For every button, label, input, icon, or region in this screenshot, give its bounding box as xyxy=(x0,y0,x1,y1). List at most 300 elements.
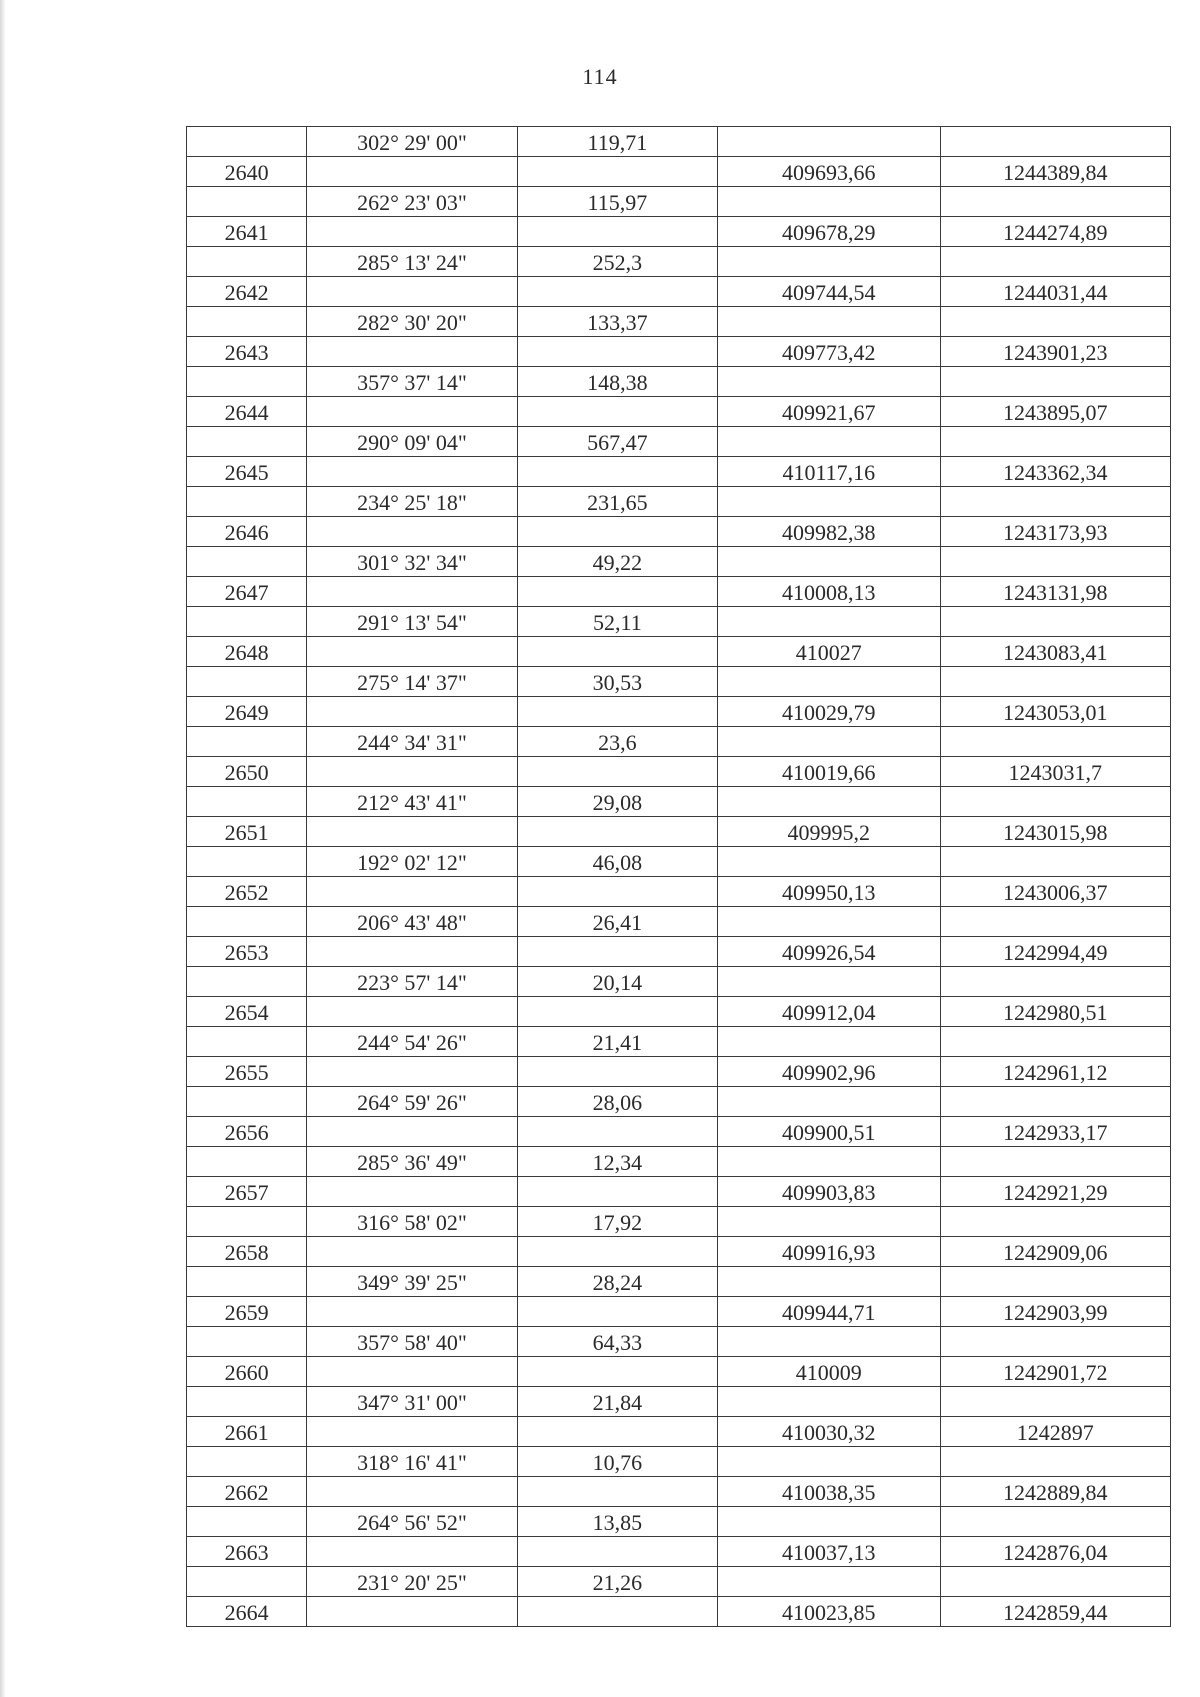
bearing-cell: 302° 29' 00" xyxy=(307,127,517,157)
point-number-cell xyxy=(187,907,307,937)
y-coordinate-cell xyxy=(940,1147,1171,1177)
y-coordinate-cell xyxy=(940,1387,1171,1417)
bearing-cell: 349° 39' 25" xyxy=(307,1267,517,1297)
x-coordinate-cell xyxy=(718,787,940,817)
distance-cell xyxy=(517,1597,717,1627)
y-coordinate-cell: 1242961,12 xyxy=(940,1057,1171,1087)
y-coordinate-cell xyxy=(940,727,1171,757)
x-coordinate-cell xyxy=(718,547,940,577)
distance-cell: 119,71 xyxy=(517,127,717,157)
segment-row xyxy=(187,127,1171,157)
point-number-cell: 2663 xyxy=(187,1537,307,1567)
y-coordinate-cell xyxy=(940,367,1171,397)
point-number-cell xyxy=(187,1207,307,1237)
point-number-cell: 2651 xyxy=(187,817,307,847)
point-row xyxy=(187,1297,1171,1327)
bearing-cell: 262° 23' 03" xyxy=(307,187,517,217)
y-coordinate-cell xyxy=(940,127,1171,157)
x-coordinate-cell xyxy=(718,307,940,337)
segment-row xyxy=(187,1027,1171,1057)
y-coordinate-cell: 1242921,29 xyxy=(940,1177,1171,1207)
distance-cell: 49,22 xyxy=(517,547,717,577)
bearing-cell: 357° 58' 40" xyxy=(307,1327,517,1357)
point-number-cell: 2658 xyxy=(187,1237,307,1267)
y-coordinate-cell xyxy=(940,307,1171,337)
y-coordinate-cell xyxy=(940,847,1171,877)
bearing-cell: 291° 13' 54" xyxy=(307,607,517,637)
point-number-cell xyxy=(187,847,307,877)
segment-row xyxy=(187,907,1171,937)
bearing-cell xyxy=(307,157,517,187)
distance-cell xyxy=(517,817,717,847)
x-coordinate-cell xyxy=(718,247,940,277)
point-number-cell xyxy=(187,547,307,577)
x-coordinate-cell xyxy=(718,427,940,457)
distance-cell: 28,06 xyxy=(517,1087,717,1117)
distance-cell: 30,53 xyxy=(517,667,717,697)
distance-cell xyxy=(517,397,717,427)
distance-cell xyxy=(517,217,717,247)
x-coordinate-cell: 409773,42 xyxy=(718,337,940,367)
bearing-cell: 244° 34' 31" xyxy=(307,727,517,757)
x-coordinate-cell xyxy=(718,1567,940,1597)
point-number-cell: 2648 xyxy=(187,637,307,667)
point-row xyxy=(187,337,1171,367)
distance-cell: 252,3 xyxy=(517,247,717,277)
distance-cell: 23,6 xyxy=(517,727,717,757)
y-coordinate-cell: 1242933,17 xyxy=(940,1117,1171,1147)
point-number-cell: 2652 xyxy=(187,877,307,907)
segment-row xyxy=(187,427,1171,457)
x-coordinate-cell: 410019,66 xyxy=(718,757,940,787)
point-row xyxy=(187,577,1171,607)
y-coordinate-cell: 1243362,34 xyxy=(940,457,1171,487)
x-coordinate-cell xyxy=(718,1507,940,1537)
distance-cell xyxy=(517,577,717,607)
y-coordinate-cell xyxy=(940,907,1171,937)
bearing-cell: 282° 30' 20" xyxy=(307,307,517,337)
distance-cell: 26,41 xyxy=(517,907,717,937)
point-number-cell xyxy=(187,127,307,157)
bearing-cell: 234° 25' 18" xyxy=(307,487,517,517)
bearing-cell xyxy=(307,1237,517,1267)
point-number-cell xyxy=(187,1507,307,1537)
bearing-cell: 285° 36' 49" xyxy=(307,1147,517,1177)
distance-cell: 567,47 xyxy=(517,427,717,457)
distance-cell xyxy=(517,457,717,487)
point-number-cell: 2655 xyxy=(187,1057,307,1087)
x-coordinate-cell xyxy=(718,1447,940,1477)
x-coordinate-cell xyxy=(718,367,940,397)
y-coordinate-cell xyxy=(940,1087,1171,1117)
y-coordinate-cell: 1242901,72 xyxy=(940,1357,1171,1387)
page-number: 114 xyxy=(582,64,618,89)
point-row xyxy=(187,757,1171,787)
distance-cell: 21,26 xyxy=(517,1567,717,1597)
point-number-cell: 2664 xyxy=(187,1597,307,1627)
distance-cell: 46,08 xyxy=(517,847,717,877)
x-coordinate-cell: 410037,13 xyxy=(718,1537,940,1567)
point-number-cell xyxy=(187,727,307,757)
distance-cell: 64,33 xyxy=(517,1327,717,1357)
point-number-cell: 2662 xyxy=(187,1477,307,1507)
segment-row xyxy=(187,847,1171,877)
bearing-cell: 206° 43' 48" xyxy=(307,907,517,937)
point-number-cell xyxy=(187,967,307,997)
point-number-cell: 2640 xyxy=(187,157,307,187)
distance-cell xyxy=(517,1237,717,1267)
y-coordinate-cell: 1244031,44 xyxy=(940,277,1171,307)
bearing-cell: 316° 58' 02" xyxy=(307,1207,517,1237)
x-coordinate-cell xyxy=(718,967,940,997)
y-coordinate-cell xyxy=(940,1267,1171,1297)
x-coordinate-cell xyxy=(718,1327,940,1357)
distance-cell xyxy=(517,1357,717,1387)
point-number-cell: 2645 xyxy=(187,457,307,487)
x-coordinate-cell: 410027 xyxy=(718,637,940,667)
bearing-cell xyxy=(307,277,517,307)
bearing-cell: 264° 59' 26" xyxy=(307,1087,517,1117)
x-coordinate-cell xyxy=(718,727,940,757)
y-coordinate-cell xyxy=(940,607,1171,637)
y-coordinate-cell: 1243131,98 xyxy=(940,577,1171,607)
y-coordinate-cell xyxy=(940,1327,1171,1357)
distance-cell: 29,08 xyxy=(517,787,717,817)
y-coordinate-cell xyxy=(940,967,1171,997)
x-coordinate-cell: 410009 xyxy=(718,1357,940,1387)
point-number-cell xyxy=(187,667,307,697)
y-coordinate-cell: 1243031,7 xyxy=(940,757,1171,787)
point-number-cell xyxy=(187,307,307,337)
x-coordinate-cell: 409926,54 xyxy=(718,937,940,967)
bearing-cell xyxy=(307,1117,517,1147)
point-number-cell: 2657 xyxy=(187,1177,307,1207)
point-number-cell: 2646 xyxy=(187,517,307,547)
segment-row xyxy=(187,727,1171,757)
x-coordinate-cell: 409916,93 xyxy=(718,1237,940,1267)
segment-row xyxy=(187,607,1171,637)
x-coordinate-cell xyxy=(718,187,940,217)
x-coordinate-cell: 409912,04 xyxy=(718,997,940,1027)
segment-row xyxy=(187,1267,1171,1297)
x-coordinate-cell: 410023,85 xyxy=(718,1597,940,1627)
point-number-cell: 2641 xyxy=(187,217,307,247)
distance-cell: 52,11 xyxy=(517,607,717,637)
x-coordinate-cell xyxy=(718,487,940,517)
point-number-cell xyxy=(187,187,307,217)
distance-cell xyxy=(517,1537,717,1567)
point-row xyxy=(187,637,1171,667)
x-coordinate-cell: 410008,13 xyxy=(718,577,940,607)
y-coordinate-cell: 1243083,41 xyxy=(940,637,1171,667)
point-number-cell xyxy=(187,1327,307,1357)
y-coordinate-cell: 1242859,44 xyxy=(940,1597,1171,1627)
y-coordinate-cell: 1243895,07 xyxy=(940,397,1171,427)
x-coordinate-cell: 409921,67 xyxy=(718,397,940,427)
y-coordinate-cell xyxy=(940,547,1171,577)
y-coordinate-cell: 1243015,98 xyxy=(940,817,1171,847)
distance-cell xyxy=(517,157,717,187)
y-coordinate-cell xyxy=(940,1027,1171,1057)
distance-cell xyxy=(517,1297,717,1327)
segment-row xyxy=(187,367,1171,397)
segment-row xyxy=(187,1087,1171,1117)
distance-cell: 12,34 xyxy=(517,1147,717,1177)
bearing-cell: 231° 20' 25" xyxy=(307,1567,517,1597)
point-row xyxy=(187,517,1171,547)
point-row xyxy=(187,217,1171,247)
x-coordinate-cell xyxy=(718,1087,940,1117)
distance-cell: 148,38 xyxy=(517,367,717,397)
point-number-cell xyxy=(187,1027,307,1057)
distance-cell xyxy=(517,637,717,667)
bearing-cell: 244° 54' 26" xyxy=(307,1027,517,1057)
y-coordinate-cell: 1242909,06 xyxy=(940,1237,1171,1267)
bearing-cell xyxy=(307,817,517,847)
point-number-cell: 2644 xyxy=(187,397,307,427)
segment-row xyxy=(187,487,1171,517)
bearing-cell xyxy=(307,937,517,967)
distance-cell: 20,14 xyxy=(517,967,717,997)
point-number-cell: 2643 xyxy=(187,337,307,367)
distance-cell xyxy=(517,1057,717,1087)
x-coordinate-cell xyxy=(718,127,940,157)
bearing-cell xyxy=(307,1417,517,1447)
point-row xyxy=(187,1537,1171,1567)
y-coordinate-cell: 1242903,99 xyxy=(940,1297,1171,1327)
point-row xyxy=(187,157,1171,187)
point-row xyxy=(187,697,1171,727)
y-coordinate-cell: 1243173,93 xyxy=(940,517,1171,547)
bearing-cell: 223° 57' 14" xyxy=(307,967,517,997)
point-number-cell: 2654 xyxy=(187,997,307,1027)
bearing-cell xyxy=(307,1057,517,1087)
distance-cell: 115,97 xyxy=(517,187,717,217)
x-coordinate-cell: 410038,35 xyxy=(718,1477,940,1507)
bearing-cell xyxy=(307,877,517,907)
bearing-cell xyxy=(307,337,517,367)
point-number-cell: 2660 xyxy=(187,1357,307,1387)
segment-row xyxy=(187,1147,1171,1177)
bearing-cell xyxy=(307,457,517,487)
x-coordinate-cell xyxy=(718,847,940,877)
point-row xyxy=(187,817,1171,847)
point-number-cell xyxy=(187,487,307,517)
point-row xyxy=(187,877,1171,907)
point-number-cell xyxy=(187,1147,307,1177)
segment-row xyxy=(187,307,1171,337)
y-coordinate-cell: 1242889,84 xyxy=(940,1477,1171,1507)
point-row xyxy=(187,997,1171,1027)
bearing-cell xyxy=(307,697,517,727)
x-coordinate-cell: 410029,79 xyxy=(718,697,940,727)
bearing-cell: 301° 32' 34" xyxy=(307,547,517,577)
x-coordinate-cell xyxy=(718,1147,940,1177)
point-number-cell xyxy=(187,427,307,457)
y-coordinate-cell xyxy=(940,1567,1171,1597)
segment-row xyxy=(187,1507,1171,1537)
segment-row xyxy=(187,1327,1171,1357)
x-coordinate-cell: 409950,13 xyxy=(718,877,940,907)
y-coordinate-cell xyxy=(940,1207,1171,1237)
distance-cell xyxy=(517,757,717,787)
y-coordinate-cell: 1244389,84 xyxy=(940,157,1171,187)
distance-cell xyxy=(517,1477,717,1507)
distance-cell xyxy=(517,997,717,1027)
point-number-cell xyxy=(187,1567,307,1597)
distance-cell xyxy=(517,1177,717,1207)
point-row xyxy=(187,1237,1171,1267)
y-coordinate-cell: 1242876,04 xyxy=(940,1537,1171,1567)
point-number-cell: 2659 xyxy=(187,1297,307,1327)
distance-cell xyxy=(517,277,717,307)
point-number-cell: 2649 xyxy=(187,697,307,727)
bearing-cell xyxy=(307,397,517,427)
segment-row xyxy=(187,967,1171,997)
distance-cell xyxy=(517,877,717,907)
point-number-cell xyxy=(187,367,307,397)
segment-row xyxy=(187,247,1171,277)
x-coordinate-cell xyxy=(718,907,940,937)
x-coordinate-cell xyxy=(718,1027,940,1057)
y-coordinate-cell xyxy=(940,1507,1171,1537)
bearing-cell: 275° 14' 37" xyxy=(307,667,517,697)
distance-cell: 21,84 xyxy=(517,1387,717,1417)
distance-cell: 133,37 xyxy=(517,307,717,337)
segment-row xyxy=(187,1447,1171,1477)
x-coordinate-cell: 409995,2 xyxy=(718,817,940,847)
point-row xyxy=(187,1177,1171,1207)
bearing-cell xyxy=(307,1297,517,1327)
segment-row xyxy=(187,787,1171,817)
segment-row xyxy=(187,1387,1171,1417)
x-coordinate-cell: 410117,16 xyxy=(718,457,940,487)
x-coordinate-cell: 409902,96 xyxy=(718,1057,940,1087)
bearing-cell xyxy=(307,217,517,247)
point-number-cell xyxy=(187,1447,307,1477)
bearing-cell xyxy=(307,997,517,1027)
y-coordinate-cell xyxy=(940,427,1171,457)
point-number-cell: 2642 xyxy=(187,277,307,307)
distance-cell xyxy=(517,337,717,367)
bearing-cell: 212° 43' 41" xyxy=(307,787,517,817)
bearing-cell xyxy=(307,757,517,787)
distance-cell: 231,65 xyxy=(517,487,717,517)
y-coordinate-cell xyxy=(940,487,1171,517)
point-number-cell: 2653 xyxy=(187,937,307,967)
distance-cell xyxy=(517,697,717,727)
distance-cell xyxy=(517,1117,717,1147)
point-row xyxy=(187,1357,1171,1387)
segment-row xyxy=(187,547,1171,577)
bearing-cell: 285° 13' 24" xyxy=(307,247,517,277)
bearing-cell: 347° 31' 00" xyxy=(307,1387,517,1417)
segment-row xyxy=(187,1567,1171,1597)
bearing-cell xyxy=(307,1357,517,1387)
point-row xyxy=(187,937,1171,967)
segment-row xyxy=(187,1207,1171,1237)
x-coordinate-cell xyxy=(718,1387,940,1417)
coordinate-table-body xyxy=(187,127,1171,1627)
x-coordinate-cell xyxy=(718,1267,940,1297)
y-coordinate-cell xyxy=(940,667,1171,697)
point-number-cell xyxy=(187,1387,307,1417)
bearing-cell: 318° 16' 41" xyxy=(307,1447,517,1477)
y-coordinate-cell xyxy=(940,247,1171,277)
scan-edge xyxy=(0,0,6,1697)
y-coordinate-cell: 1243006,37 xyxy=(940,877,1171,907)
distance-cell: 21,41 xyxy=(517,1027,717,1057)
distance-cell: 13,85 xyxy=(517,1507,717,1537)
point-row xyxy=(187,457,1171,487)
bearing-cell xyxy=(307,1597,517,1627)
point-row xyxy=(187,1057,1171,1087)
x-coordinate-cell: 409693,66 xyxy=(718,157,940,187)
bearing-cell xyxy=(307,517,517,547)
x-coordinate-cell xyxy=(718,667,940,697)
x-coordinate-cell xyxy=(718,1207,940,1237)
point-number-cell: 2656 xyxy=(187,1117,307,1147)
bearing-cell xyxy=(307,637,517,667)
y-coordinate-cell: 1242980,51 xyxy=(940,997,1171,1027)
distance-cell xyxy=(517,517,717,547)
x-coordinate-cell xyxy=(718,607,940,637)
bearing-cell: 357° 37' 14" xyxy=(307,367,517,397)
x-coordinate-cell: 409744,54 xyxy=(718,277,940,307)
point-number-cell xyxy=(187,1267,307,1297)
bearing-cell xyxy=(307,1477,517,1507)
point-row xyxy=(187,1477,1171,1507)
bearing-cell: 290° 09' 04" xyxy=(307,427,517,457)
y-coordinate-cell: 1244274,89 xyxy=(940,217,1171,247)
x-coordinate-cell: 409982,38 xyxy=(718,517,940,547)
x-coordinate-cell: 409944,71 xyxy=(718,1297,940,1327)
y-coordinate-cell xyxy=(940,1447,1171,1477)
point-number-cell xyxy=(187,1087,307,1117)
segment-row xyxy=(187,667,1171,697)
distance-cell: 17,92 xyxy=(517,1207,717,1237)
bearing-cell: 192° 02' 12" xyxy=(307,847,517,877)
point-row xyxy=(187,397,1171,427)
y-coordinate-cell: 1242994,49 xyxy=(940,937,1171,967)
point-row xyxy=(187,1417,1171,1447)
distance-cell: 10,76 xyxy=(517,1447,717,1477)
point-row xyxy=(187,277,1171,307)
bearing-cell xyxy=(307,577,517,607)
distance-cell xyxy=(517,937,717,967)
segment-row xyxy=(187,187,1171,217)
x-coordinate-cell: 409900,51 xyxy=(718,1117,940,1147)
point-number-cell xyxy=(187,247,307,277)
y-coordinate-cell xyxy=(940,787,1171,817)
point-number-cell: 2661 xyxy=(187,1417,307,1447)
coordinate-table xyxy=(186,126,1171,1627)
point-number-cell: 2647 xyxy=(187,577,307,607)
point-number-cell: 2650 xyxy=(187,757,307,787)
y-coordinate-cell xyxy=(940,187,1171,217)
point-row xyxy=(187,1597,1171,1627)
y-coordinate-cell: 1243053,01 xyxy=(940,697,1171,727)
point-row xyxy=(187,1117,1171,1147)
distance-cell xyxy=(517,1417,717,1447)
y-coordinate-cell: 1243901,23 xyxy=(940,337,1171,367)
x-coordinate-cell: 409903,83 xyxy=(718,1177,940,1207)
point-number-cell xyxy=(187,787,307,817)
point-number-cell xyxy=(187,607,307,637)
x-coordinate-cell: 410030,32 xyxy=(718,1417,940,1447)
y-coordinate-cell: 1242897 xyxy=(940,1417,1171,1447)
bearing-cell xyxy=(307,1537,517,1567)
